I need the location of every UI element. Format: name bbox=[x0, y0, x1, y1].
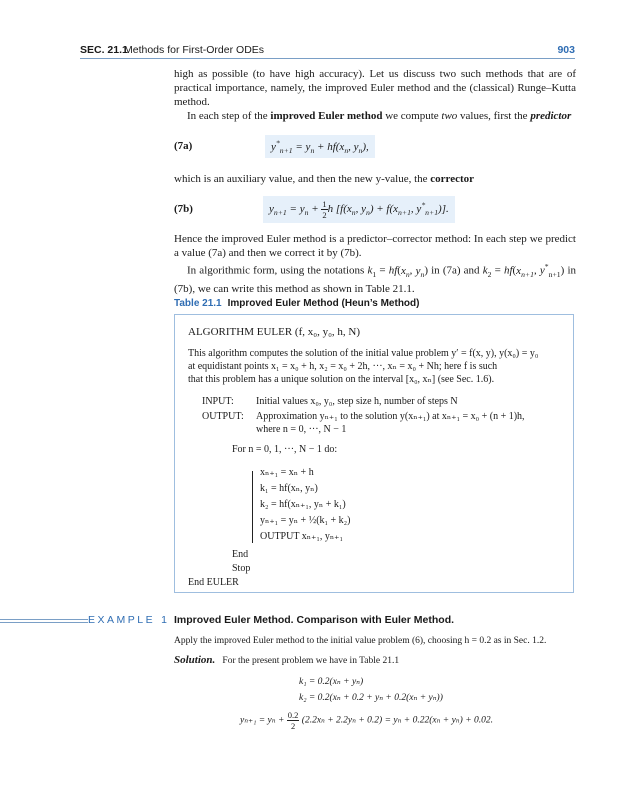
example-label bbox=[88, 614, 173, 626]
loop-step: xₙ₊₁ = xₙ + h bbox=[260, 467, 314, 478]
equation-ynext-lhs: yₙ₊₁ = yₙ + bbox=[240, 715, 285, 726]
eq7a-formula: $y^*_{n+1} = y_n + hf(x_n$, $y_n$), bbox=[271, 138, 369, 155]
eq7b-label: (7b) bbox=[174, 203, 193, 215]
term-improved-euler: improved Euler method bbox=[270, 110, 383, 122]
example-statement: Apply the improved Euler method to the initial value problem (6), choosing h = 0.2 as in Sec. 1.2. bbox=[174, 636, 547, 646]
algorithmic-form-paragraph: In algorithmic form, using the notations $k_1 = hf(x_n$, $y_n$) in (7a) and $k_2 = hf(x_{n+1}$, $y^*_{n+1}$) in (7b), we can write this method as shown in Table 21.1. bbox=[174, 262, 576, 295]
output-value: Approximation yₙ₊₁ to the solution y(xₙ₊₁) at xₙ₊₁ = x₀ + (n + 1)h, bbox=[256, 411, 525, 422]
term-predictor: predictor bbox=[530, 110, 572, 122]
algorithm-description-line: at equidistant points x₁ = x₀ + h, x₂ = x₀ + 2h, ···, xₙ = x₀ + Nh; here f is such bbox=[188, 361, 498, 372]
text-run: in (7a) and bbox=[427, 264, 483, 277]
eq7a-label: (7a) bbox=[174, 140, 193, 152]
example-title: Improved Euler Method. Comparison with Euler Method. bbox=[174, 614, 455, 626]
term-corrector: corrector bbox=[430, 173, 475, 185]
eq7b-box bbox=[263, 196, 455, 223]
fraction bbox=[287, 710, 300, 731]
loop-step: k₁ = hf(xₙ, yₙ) bbox=[260, 483, 318, 494]
example-number: 1 bbox=[161, 614, 170, 626]
input-label: INPUT: bbox=[202, 396, 234, 407]
text-run: in (7b), we can write this method as shown in Table 21.1. bbox=[174, 264, 576, 295]
loop-bracket bbox=[252, 471, 253, 543]
text-run: which is an auxiliary value, and then the new y-value, the bbox=[174, 173, 431, 185]
loop-step: k₂ = hf(xₙ₊₁, yₙ + k₁) bbox=[260, 499, 346, 510]
algorithm-description-line: that this problem has a unique solution on the interval [x₀, xₙ] (see Sec. 1.6). bbox=[188, 374, 495, 385]
equation-ynext bbox=[240, 710, 493, 731]
eq7a-box bbox=[265, 135, 375, 158]
text-run: In each step of the bbox=[187, 110, 271, 122]
table-number: Table 21.1 bbox=[174, 298, 222, 309]
text-run: In algorithmic form, using the notations bbox=[187, 264, 368, 277]
equation-ynext-rhs: (2.2xₙ + 2.2yₙ + 0.2) = yₙ + 0.22(xₙ + yₙ) + 0.02. bbox=[301, 715, 493, 726]
loop-step: yₙ₊₁ = yₙ + ½(k₁ + k₂) bbox=[260, 515, 351, 526]
solution-label: Solution. bbox=[174, 654, 216, 666]
intro-paragraph: high as possible (to have high accuracy). Let us discuss two such methods that are of practical importance, namely, the improved Euler method and the (classical) Runge–Kutta method. bbox=[174, 68, 576, 108]
solution-text: For the present problem we have in Table 21.1 bbox=[222, 656, 400, 666]
page-number: 903 bbox=[557, 44, 575, 56]
section-number: SEC. 21.1 bbox=[80, 44, 128, 56]
emph-two: two bbox=[441, 110, 458, 122]
table-title: Improved Euler Method (Heun’s Method) bbox=[227, 298, 420, 309]
output-value-line2: where n = 0, ···, N − 1 bbox=[256, 424, 347, 435]
fraction-denominator: 2 bbox=[290, 721, 296, 731]
output-label: OUTPUT: bbox=[202, 411, 244, 422]
running-header bbox=[80, 44, 575, 56]
method-paragraph bbox=[174, 109, 576, 123]
equation-k1: k₁ = 0.2(xₙ + yₙ) bbox=[299, 677, 364, 687]
for-loop-line: For n = 0, 1, ···, N − 1 do: bbox=[232, 444, 338, 455]
section-title: Methods for First-Order ODEs bbox=[124, 44, 265, 56]
end-line: End bbox=[232, 549, 249, 560]
text-run: we compute bbox=[382, 110, 442, 122]
input-value: Initial values x₀, y₀, step size h, number of steps N bbox=[256, 396, 458, 407]
eq7b-formula: $y_{n+1} = y_n$ + $\frac{1}{2}$ h [$f(x_n$, $y_n) + f(x_{n+1}$, $y^*_{n+1}$)]. bbox=[269, 199, 449, 220]
table-caption bbox=[174, 298, 419, 309]
solution-line bbox=[174, 654, 399, 666]
header-rule bbox=[80, 58, 575, 59]
algorithm-description-line: This algorithm computes the solution of the initial value problem y′ = f(x, y), y(x₀) = y₀ bbox=[188, 348, 539, 359]
loop-step: OUTPUT xₙ₊₁, yₙ₊₁ bbox=[260, 531, 343, 542]
example-word: EXAMPLE bbox=[88, 614, 156, 626]
algorithm-heading: ALGORITHM EULER (f, x₀, y₀, h, N) bbox=[188, 326, 361, 338]
fraction-numerator: 0.2 bbox=[287, 710, 299, 720]
predictor-corrector-paragraph: Hence the improved Euler method is a predictor–corrector method: In each step we predict a value (7a) and then we correct it by (7b). bbox=[174, 233, 576, 259]
stop-line: Stop bbox=[232, 563, 251, 574]
equation-k2: k₂ = 0.2(xₙ + 0.2 + yₙ + 0.2(xₙ + yₙ)) bbox=[299, 693, 443, 703]
end-euler-line: End EULER bbox=[188, 577, 239, 588]
text-run: values, first the bbox=[457, 110, 531, 122]
aux-paragraph bbox=[174, 172, 576, 186]
